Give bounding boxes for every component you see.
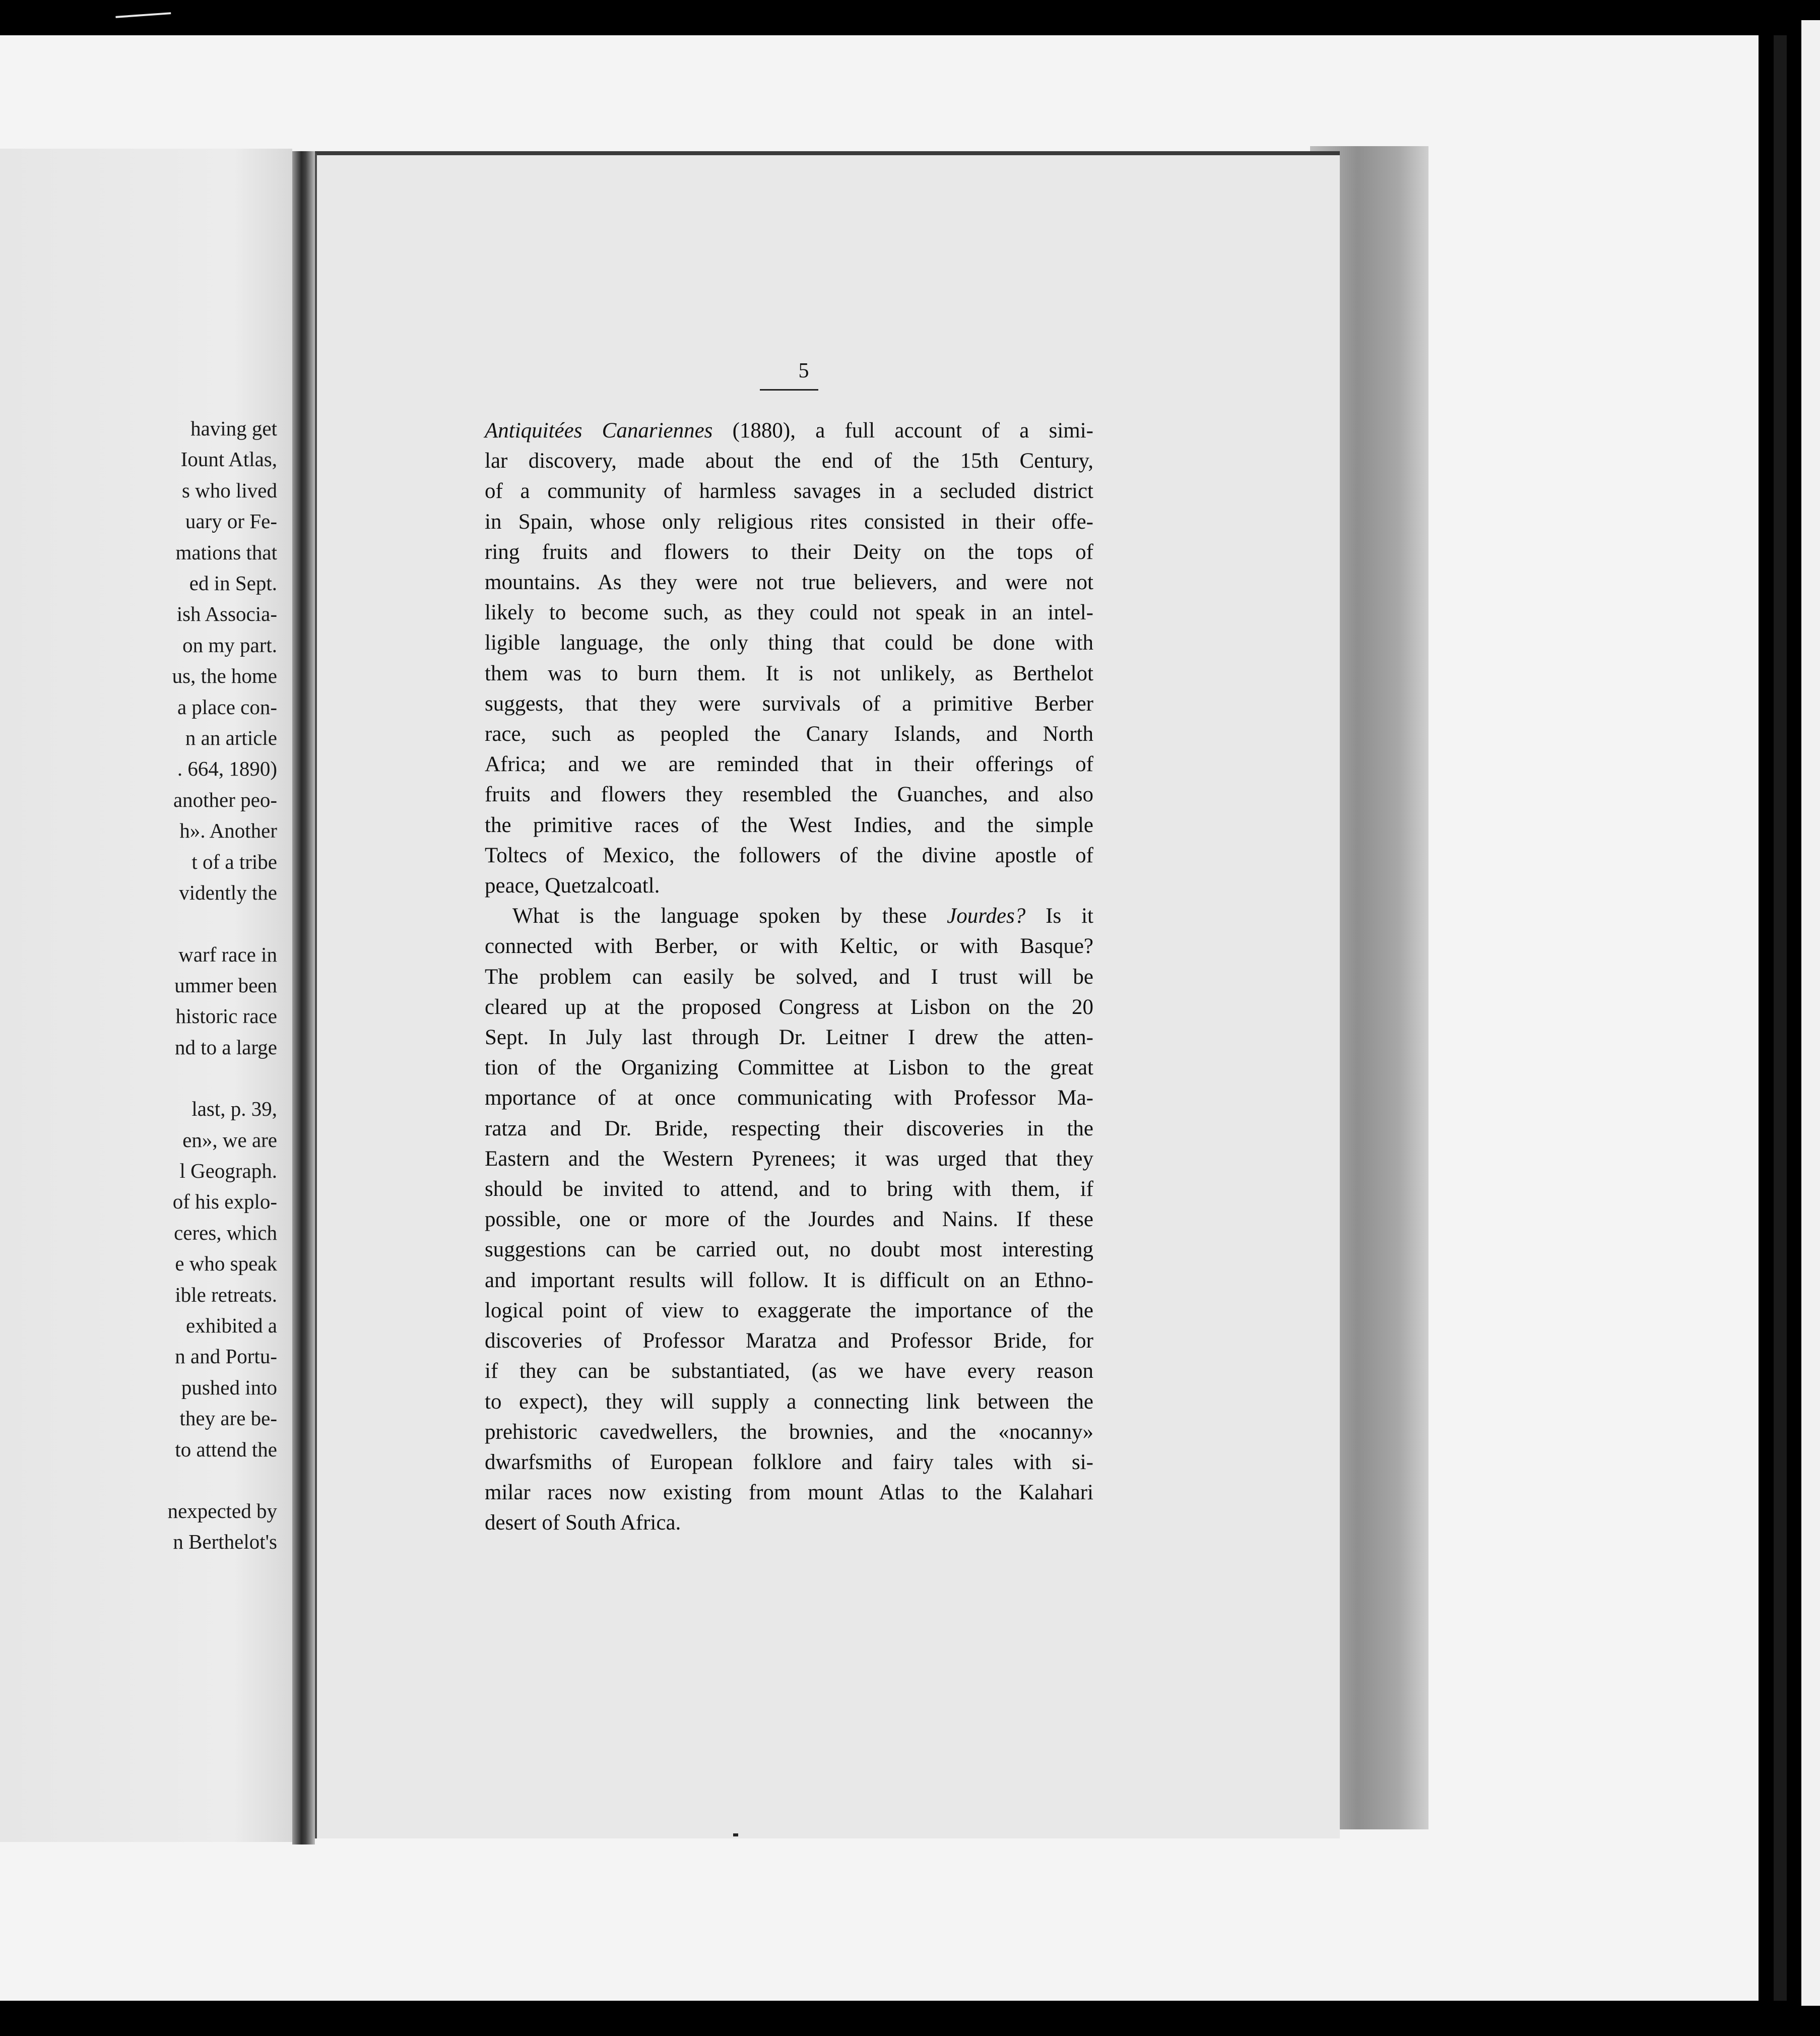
left-page-line: ish Associa- bbox=[176, 602, 277, 626]
left-page-line: n Berthelot's bbox=[173, 1530, 277, 1554]
body-line: ratza and Dr. Bride, respecting their discoveries in the bbox=[485, 1116, 1093, 1140]
body-line: milar races now existing from mount Atlas to the Kalahari bbox=[485, 1481, 1093, 1505]
left-page-line: s who lived bbox=[181, 478, 277, 502]
body-line: peace, Quetzalcoatl. bbox=[485, 874, 660, 898]
left-page-line: ed in Sept. bbox=[189, 571, 277, 595]
body-line: mountains. As they were not true believers, and were not bbox=[485, 570, 1093, 595]
body-line: mportance of at once communicating with Professor Ma- bbox=[485, 1086, 1093, 1110]
body-line: desert of South Africa. bbox=[485, 1511, 681, 1535]
left-page-line: exhibited a bbox=[185, 1313, 277, 1337]
body-line: Sept. In July last through Dr. Leitner I drew the atten- bbox=[485, 1026, 1093, 1050]
body-line: discoveries of Professor Maratza and Professor Bride, for bbox=[485, 1329, 1093, 1353]
left-page-line: on my part. bbox=[182, 633, 277, 657]
body-line: suggestions can be carried out, no doubt most interesting bbox=[485, 1238, 1093, 1262]
left-page-line: h». Another bbox=[179, 819, 277, 843]
body-line: them was to burn them. It is not unlikely, as Berthelot bbox=[485, 661, 1093, 685]
left-page-line: to attend the bbox=[175, 1437, 277, 1461]
left-page-line: t of a tribe bbox=[191, 850, 277, 873]
body-line: likely to become such, as they could not speak in an intel- bbox=[485, 601, 1093, 625]
body-line: connected with Berber, or with Keltic, or with Basque? bbox=[485, 934, 1093, 959]
left-page-gap bbox=[0, 1063, 277, 1094]
body-line: Eastern and the Western Pyrenees; it was urged that they bbox=[485, 1147, 1093, 1171]
left-page-line: n an article bbox=[185, 726, 277, 750]
page-number-rule bbox=[760, 389, 818, 391]
body-line: ring fruits and flowers to their Deity on the tops of bbox=[485, 540, 1093, 564]
body-line: logical point of view to exaggerate the importance of the bbox=[485, 1298, 1093, 1322]
body-line: possible, one or more of the Jourdes and Nains. If these bbox=[485, 1207, 1093, 1232]
left-page-line: ible retreats. bbox=[175, 1283, 277, 1306]
body-line: What is the language spoken by these Jourdes? Is it bbox=[512, 904, 1093, 928]
left-page-line: they are be- bbox=[179, 1407, 277, 1430]
left-page-line: ummer been bbox=[174, 973, 277, 997]
body-line: Africa; and we are reminded that in their offerings of bbox=[485, 752, 1093, 777]
italic-title: Antiquitées Canariennes bbox=[485, 419, 713, 442]
body-line: dwarfsmiths of European folklore and fairy tales with si- bbox=[485, 1450, 1093, 1474]
left-page-line: of his explo- bbox=[172, 1190, 277, 1214]
left-page-line: a place con- bbox=[177, 695, 277, 719]
left-page-line: n and Portu- bbox=[175, 1345, 277, 1368]
left-page-line: l Geograph. bbox=[179, 1159, 277, 1182]
left-page-text bbox=[0, 413, 277, 1558]
body-line: fruits and flowers they resembled the Guanches, and also bbox=[485, 783, 1093, 807]
left-page-line: having get bbox=[190, 417, 277, 440]
body-line: race, such as peopled the Canary Islands, and North bbox=[485, 722, 1093, 746]
body-line: suggests, that they were survivals of a primitive Berber bbox=[485, 691, 1093, 716]
left-page bbox=[0, 149, 292, 1842]
body-line: tion of the Organizing Committee at Lisbon to the great bbox=[485, 1056, 1093, 1080]
left-page-line: ceres, which bbox=[174, 1221, 277, 1244]
left-page-line: en», we are bbox=[182, 1128, 277, 1152]
body-line: ligible language, the only thing that could be done with bbox=[485, 631, 1093, 655]
book-spine bbox=[292, 151, 315, 1844]
body-line: of a community of harmless savages in a secluded district bbox=[485, 479, 1093, 503]
left-page-line: Iount Atlas, bbox=[180, 448, 277, 471]
left-page-line: nexpected by bbox=[167, 1499, 277, 1522]
adjacent-page-strip bbox=[1801, 20, 1820, 2006]
body-line: to expect), they will supply a connecting link between the bbox=[485, 1389, 1093, 1414]
page-body-text bbox=[485, 416, 1093, 1539]
left-page-line: . 664, 1890) bbox=[177, 757, 277, 781]
scanner-edge bbox=[1774, 35, 1787, 2001]
left-page-line: us, the home bbox=[172, 664, 277, 688]
left-page-line: historic race bbox=[175, 1004, 277, 1028]
left-page-line: nd to a large bbox=[174, 1035, 277, 1059]
left-page-line: last, p. 39, bbox=[191, 1097, 277, 1121]
body-line: cleared up at the proposed Congress at Lisbon on the 20 bbox=[485, 995, 1093, 1019]
italic-term: Jourdes? bbox=[947, 904, 1026, 928]
left-page-line: uary or Fe- bbox=[185, 510, 277, 533]
body-line: lar discovery, made about the end of the 15th Century, bbox=[485, 449, 1093, 473]
left-page-line: mations that bbox=[175, 540, 277, 564]
body-line: prehistoric cavedwellers, the brownies, and the «nocanny» bbox=[485, 1420, 1093, 1444]
left-page-gap bbox=[0, 909, 277, 939]
body-line: if they can be substantiated, (as we have every reason bbox=[485, 1359, 1093, 1383]
body-line: in Spain, whose only religious rites consisted in their offe- bbox=[485, 510, 1093, 534]
left-page-line: vidently the bbox=[179, 881, 277, 905]
body-line: should be invited to attend, and to bring with them, if bbox=[485, 1177, 1093, 1201]
body-line: Toltecs of Mexico, the followers of the divine apostle of bbox=[485, 843, 1093, 867]
left-page-line: e who speak bbox=[175, 1252, 277, 1276]
left-page-gap bbox=[0, 1465, 277, 1496]
body-line: and important results will follow. It is difficult on an Ethno- bbox=[485, 1268, 1093, 1292]
page-number: 5 bbox=[798, 359, 809, 383]
body-line: The problem can easily be solved, and I trust will be bbox=[485, 965, 1093, 989]
left-page-line: another peo- bbox=[173, 788, 277, 811]
left-page-line: pushed into bbox=[181, 1375, 277, 1399]
scan-mark bbox=[115, 12, 171, 27]
bottom-mark bbox=[733, 1833, 738, 1836]
body-line: the primitive races of the West Indies, and the simple bbox=[485, 813, 1093, 837]
left-page-line: warf race in bbox=[178, 942, 277, 966]
body-line: Antiquitées Canariennes (1880), a full account of a simi- bbox=[485, 419, 1093, 442]
